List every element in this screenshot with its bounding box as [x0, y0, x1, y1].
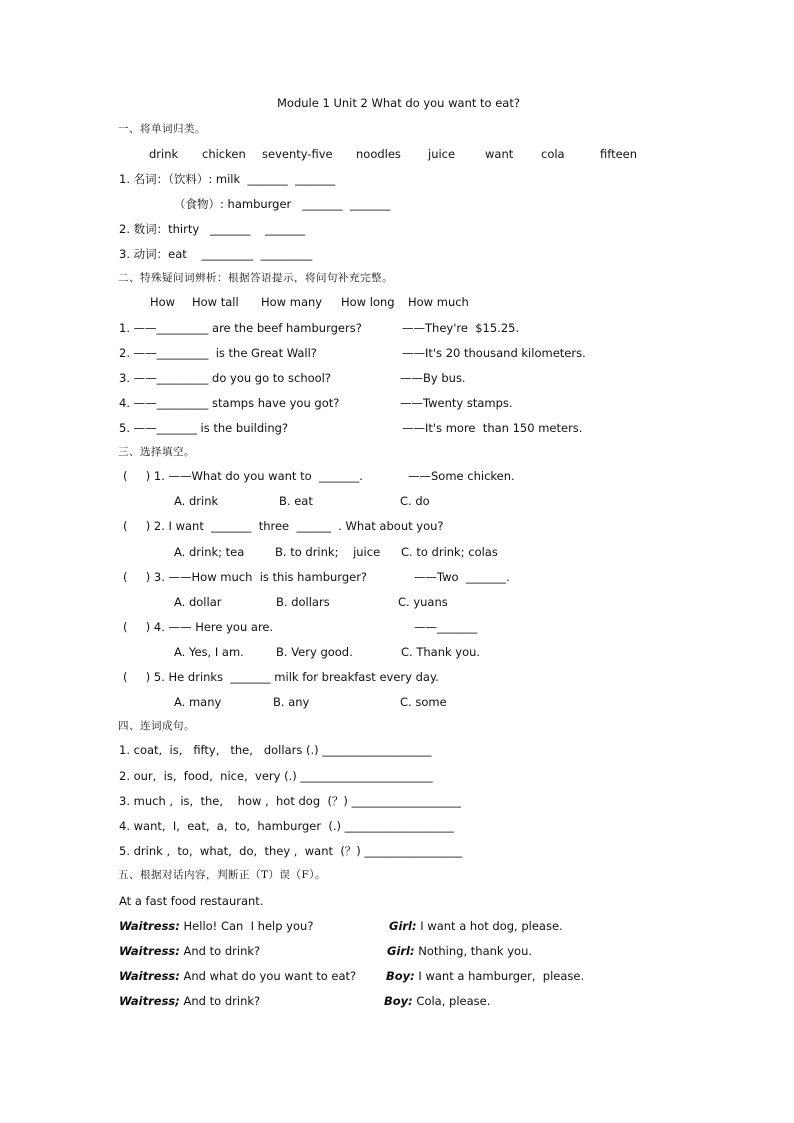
s4-item-5: 5. drink , to, what, do, they , want (？) _________________ — [119, 844, 463, 858]
speaker-waitress: Waitress: — [119, 969, 180, 983]
dialog-line-3-right — [386, 969, 584, 983]
dialog-line-1-left — [119, 919, 313, 933]
word-cola: cola — [541, 147, 565, 161]
s3-option-1a: A. drink — [174, 494, 219, 508]
section-1-heading: 一、将单词归类。 — [118, 123, 206, 135]
dialog-text: Nothing, thank you. — [414, 944, 533, 958]
s3-option-2c: C. to drink; colas — [401, 545, 498, 559]
s2-question-2: 2. ——_________ is the Great Wall? — [119, 346, 317, 360]
dialog-text: And what do you want to eat? — [179, 969, 357, 983]
s3-option-2b: B. to drink; juice — [275, 545, 381, 559]
s3-option-4a: A. Yes, I am. — [174, 645, 244, 659]
s3-response-3: ——Two _______. — [414, 570, 510, 584]
s1-question-3: 3. 动词：eat _________ _________ — [119, 247, 313, 261]
s3-option-4b: B. Very good. — [276, 645, 353, 659]
s3-option-4c: C. Thank you. — [401, 645, 481, 659]
s2-answer-1: ——They're $15.25. — [402, 321, 520, 335]
word-want: want — [485, 147, 514, 161]
dialog-line-2-right — [387, 944, 532, 958]
speaker-girl: Girl: — [387, 944, 415, 958]
dialog-line-4-right — [384, 994, 490, 1008]
s2-question-4: 4. ——_________ stamps have you got? — [119, 396, 340, 410]
s1-question-1a: 1. 名词：（饮料）: milk _______ _______ — [119, 172, 336, 186]
s2-question-3: 3. ——_________ do you go to school? — [119, 371, 331, 385]
s4-item-4: 4. want, I, eat, a, to, hamburger (.) ___________________ — [119, 819, 454, 833]
s3-option-5c: C. some — [400, 695, 447, 709]
s3-option-5a: A. many — [174, 695, 222, 709]
section-5-heading: 五、根据对话内容，判断正（T）误（F）。 — [118, 869, 327, 881]
s2-question-5: 5. ——_______ is the building? — [119, 421, 289, 435]
dialog-intro: At a fast food restaurant. — [119, 894, 264, 908]
s2-answer-5: ——It's more than 150 meters. — [402, 421, 583, 435]
dialog-line-2-left — [119, 944, 260, 958]
section-2-heading: 二、特殊疑问词辨析：根据答语提示，将问句补充完整。 — [118, 272, 393, 284]
s1-question-2: 2. 数词：thirty _______ _______ — [119, 222, 306, 236]
s3-question-4: ( ) 4. —— Here you are. — [123, 620, 274, 634]
dialog-text: I want a hot dog, please. — [416, 919, 563, 933]
speaker-waitress: Waitress; — [119, 994, 180, 1008]
s4-item-1: 1. coat, is, fifty, the, dollars (.) ___________________ — [119, 743, 432, 757]
s3-option-1c: C. do — [400, 494, 430, 508]
s3-option-3a: A. dollar — [174, 595, 222, 609]
dialog-line-4-left — [119, 994, 260, 1008]
option-how-many: How many — [261, 295, 323, 309]
dialog-text: Cola, please. — [412, 994, 491, 1008]
dialog-line-1-right — [389, 919, 563, 933]
s3-question-3: ( ) 3. ——How much is this hamburger? — [123, 570, 368, 584]
page-title: Module 1 Unit 2 What do you want to eat? — [277, 96, 520, 110]
s3-question-1: ( ) 1. ——What do you want to _______. — [123, 469, 363, 483]
option-how-tall: How tall — [192, 295, 239, 309]
dialog-text: And to drink? — [179, 944, 261, 958]
s2-answer-2: ——It's 20 thousand kilometers. — [402, 346, 586, 360]
speaker-waitress: Waitress: — [119, 919, 180, 933]
dialog-text: Hello! Can I help you? — [179, 919, 314, 933]
option-how-long: How long — [341, 295, 395, 309]
word-seventy-five: seventy-five — [262, 147, 333, 161]
word-noodles: noodles — [356, 147, 401, 161]
s2-question-1: 1. ——_________ are the beef hamburgers? — [119, 321, 362, 335]
s2-answer-3: ——By bus. — [400, 371, 466, 385]
dialog-text: I want a hamburger, please. — [414, 969, 585, 983]
s3-response-1: ——Some chicken. — [408, 469, 515, 483]
speaker-boy: Boy: — [386, 969, 415, 983]
s1-question-1b: （食物）: hamburger _______ _______ — [174, 197, 391, 211]
option-how-much: How much — [408, 295, 469, 309]
s3-option-3b: B. dollars — [276, 595, 330, 609]
speaker-girl: Girl: — [389, 919, 417, 933]
speaker-waitress: Waitress: — [119, 944, 180, 958]
section-4-heading: 四、连词成句。 — [118, 720, 195, 732]
option-how: How — [150, 295, 176, 309]
dialog-line-3-left — [119, 969, 356, 983]
s3-option-2a: A. drink; tea — [174, 545, 245, 559]
s3-option-5b: B. any — [273, 695, 310, 709]
dialog-text: And to drink? — [179, 994, 261, 1008]
s3-question-2: ( ) 2. I want _______ three ______ . What about you? — [123, 519, 444, 533]
s2-answer-4: ——Twenty stamps. — [400, 396, 513, 410]
word-drink: drink — [149, 147, 179, 161]
s3-option-3c: C. yuans — [398, 595, 448, 609]
s3-option-1b: B. eat — [279, 494, 313, 508]
s3-response-4: ——_______ — [414, 620, 478, 634]
word-fifteen: fifteen — [600, 147, 638, 161]
word-chicken: chicken — [202, 147, 246, 161]
s3-question-5: ( ) 5. He drinks _______ milk for breakfast every day. — [123, 670, 439, 684]
word-juice: juice — [428, 147, 456, 161]
s4-item-3: 3. much , is, the, how , hot dog (？) ___________________ — [119, 794, 461, 808]
speaker-boy: Boy: — [384, 994, 413, 1008]
section-3-heading: 三、选择填空。 — [118, 446, 195, 458]
s4-item-2: 2. our, is, food, nice, very (.) _______________________ — [119, 769, 433, 783]
